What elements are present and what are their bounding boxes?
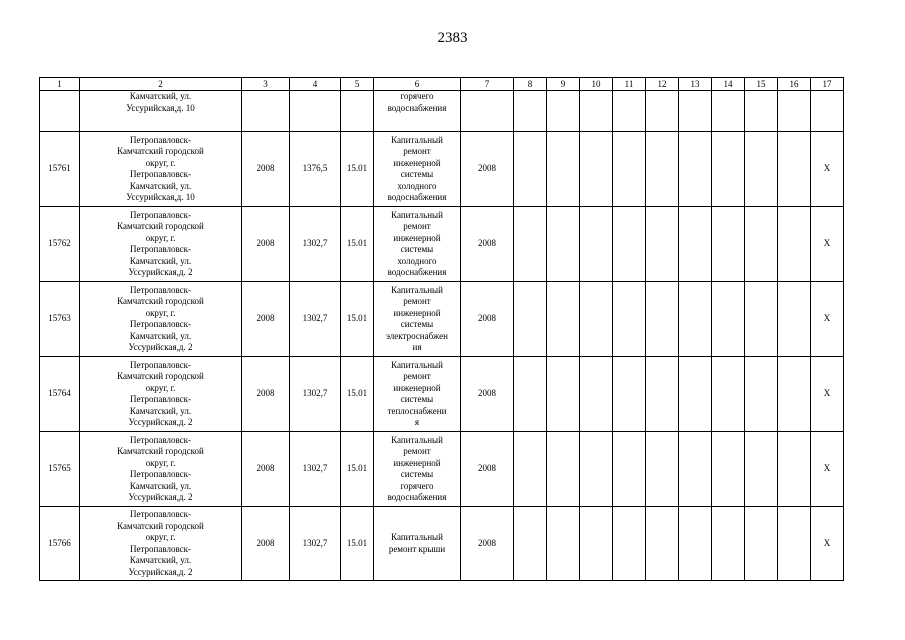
cell-id: 15766 <box>40 507 80 581</box>
cell-empty <box>514 207 547 282</box>
cell-work: Капитальный ремонт инженерной системы холодного водоснабжения <box>374 207 461 282</box>
column-number-row <box>40 78 844 91</box>
cell-empty <box>745 432 778 507</box>
cell-empty <box>580 507 613 581</box>
cell-year: 2008 <box>242 357 290 432</box>
cell-year-2: 2008 <box>461 207 514 282</box>
cell-year: 2008 <box>242 207 290 282</box>
cell-empty <box>811 91 844 132</box>
cell-empty <box>613 282 646 357</box>
cell-code: 15.01 <box>341 207 374 282</box>
cell-area <box>290 91 341 132</box>
column-number-header: 5 <box>341 78 374 91</box>
cell-address: Петропавловск- Камчатский городской округ, г. Петропавловск- Камчатский, ул. Уссурийская,д. 2 <box>80 207 242 282</box>
column-number-header: 1 <box>40 78 80 91</box>
cell-empty <box>679 507 712 581</box>
cell-empty <box>679 132 712 207</box>
cell-mark: Х <box>811 357 844 432</box>
cell-empty <box>712 357 745 432</box>
cell-mark: Х <box>811 207 844 282</box>
column-number-header: 13 <box>679 78 712 91</box>
cell-empty <box>461 91 514 132</box>
cell-area: 1376,5 <box>290 132 341 207</box>
cell-empty <box>679 357 712 432</box>
cell-empty <box>547 357 580 432</box>
cell-empty <box>613 432 646 507</box>
cell-empty <box>613 132 646 207</box>
cell-year: 2008 <box>242 132 290 207</box>
cell-id: 15765 <box>40 432 80 507</box>
cell-mark: Х <box>811 282 844 357</box>
cell-empty <box>580 132 613 207</box>
cell-empty <box>580 282 613 357</box>
table-row <box>40 507 844 581</box>
cell-empty <box>778 91 811 132</box>
cell-empty <box>514 282 547 357</box>
cell-area: 1302,7 <box>290 432 341 507</box>
cell-empty <box>514 507 547 581</box>
page-number: 2383 <box>437 30 468 46</box>
table-row <box>40 132 844 207</box>
cell-mark: Х <box>811 432 844 507</box>
cell-empty <box>613 507 646 581</box>
register-table <box>39 77 844 581</box>
cell-empty <box>778 432 811 507</box>
column-number-header: 7 <box>461 78 514 91</box>
cell-empty <box>745 132 778 207</box>
cell-empty <box>547 432 580 507</box>
cell-empty <box>745 282 778 357</box>
cell-empty <box>547 282 580 357</box>
cell-empty <box>646 432 679 507</box>
cell-empty <box>778 207 811 282</box>
table-row <box>40 207 844 282</box>
cell-work: Капитальный ремонт инженерной системы электроснабжен ия <box>374 282 461 357</box>
cell-area: 1302,7 <box>290 207 341 282</box>
cell-empty <box>613 91 646 132</box>
cell-empty <box>745 357 778 432</box>
cell-empty <box>613 357 646 432</box>
cell-empty <box>646 357 679 432</box>
cell-empty <box>712 507 745 581</box>
column-number-header: 15 <box>745 78 778 91</box>
cell-empty <box>679 432 712 507</box>
column-number-header: 14 <box>712 78 745 91</box>
cell-mark: Х <box>811 507 844 581</box>
cell-empty <box>547 507 580 581</box>
cell-empty <box>514 432 547 507</box>
cell-empty <box>646 132 679 207</box>
cell-address: Петропавловск- Камчатский городской округ, г. Петропавловск- Камчатский, ул. Уссурийская,д. 2 <box>80 357 242 432</box>
cell-work: Капитальный ремонт инженерной системы теплоснабжени я <box>374 357 461 432</box>
cell-empty <box>646 91 679 132</box>
cell-year: 2008 <box>242 432 290 507</box>
cell-year-2: 2008 <box>461 282 514 357</box>
cell-empty <box>745 91 778 132</box>
cell-work: Капитальный ремонт крыши <box>374 507 461 581</box>
cell-empty <box>745 207 778 282</box>
cell-empty <box>547 132 580 207</box>
cell-empty <box>712 282 745 357</box>
cell-work: горячего водоснабжения <box>374 91 461 132</box>
cell-empty <box>580 357 613 432</box>
cell-empty <box>712 207 745 282</box>
cell-empty <box>712 91 745 132</box>
cell-address: Камчатский, ул. Уссурийская,д. 10 <box>80 91 242 132</box>
cell-empty <box>679 282 712 357</box>
cell-work: Капитальный ремонт инженерной системы горячего водоснабжения <box>374 432 461 507</box>
cell-empty <box>547 91 580 132</box>
cell-empty <box>712 432 745 507</box>
cell-empty <box>613 207 646 282</box>
column-number-header: 12 <box>646 78 679 91</box>
cell-empty <box>514 132 547 207</box>
table-row <box>40 357 844 432</box>
column-number-header: 8 <box>514 78 547 91</box>
cell-empty <box>778 132 811 207</box>
column-number-header: 11 <box>613 78 646 91</box>
continuation-row <box>40 91 844 132</box>
cell-id: 15764 <box>40 357 80 432</box>
table-row <box>40 282 844 357</box>
cell-empty <box>778 357 811 432</box>
cell-empty <box>646 282 679 357</box>
cell-code: 15.01 <box>341 507 374 581</box>
cell-year: 2008 <box>242 282 290 357</box>
cell-id: 15763 <box>40 282 80 357</box>
cell-empty <box>514 91 547 132</box>
column-number-header: 10 <box>580 78 613 91</box>
cell-code: 15.01 <box>341 132 374 207</box>
cell-code <box>341 91 374 132</box>
cell-empty <box>580 91 613 132</box>
cell-address: Петропавловск- Камчатский городской округ, г. Петропавловск- Камчатский, ул. Уссурийская,д. 10 <box>80 132 242 207</box>
cell-empty <box>514 357 547 432</box>
cell-area: 1302,7 <box>290 357 341 432</box>
cell-work: Капитальный ремонт инженерной системы холодного водоснабжения <box>374 132 461 207</box>
column-number-header: 17 <box>811 78 844 91</box>
table-body <box>40 78 844 581</box>
cell-empty <box>646 507 679 581</box>
table-row <box>40 432 844 507</box>
cell-empty <box>778 282 811 357</box>
cell-empty <box>679 91 712 132</box>
cell-code: 15.01 <box>341 282 374 357</box>
cell-year-2: 2008 <box>461 357 514 432</box>
column-number-header: 4 <box>290 78 341 91</box>
cell-id <box>40 91 80 132</box>
cell-address: Петропавловск- Камчатский городской округ, г. Петропавловск- Камчатский, ул. Уссурийская,д. 2 <box>80 507 242 581</box>
cell-empty <box>580 432 613 507</box>
cell-area: 1302,7 <box>290 507 341 581</box>
column-number-header: 3 <box>242 78 290 91</box>
cell-year-2: 2008 <box>461 507 514 581</box>
cell-id: 15762 <box>40 207 80 282</box>
cell-year-2: 2008 <box>461 132 514 207</box>
cell-empty <box>646 207 679 282</box>
cell-empty <box>712 132 745 207</box>
cell-empty <box>547 207 580 282</box>
cell-id: 15761 <box>40 132 80 207</box>
cell-empty <box>580 207 613 282</box>
cell-empty <box>679 207 712 282</box>
column-number-header: 9 <box>547 78 580 91</box>
cell-code: 15.01 <box>341 357 374 432</box>
cell-address: Петропавловск- Камчатский городской округ, г. Петропавловск- Камчатский, ул. Уссурийская,д. 2 <box>80 432 242 507</box>
column-number-header: 2 <box>80 78 242 91</box>
cell-year-2: 2008 <box>461 432 514 507</box>
cell-year <box>242 91 290 132</box>
cell-mark: Х <box>811 132 844 207</box>
cell-empty <box>745 507 778 581</box>
cell-year: 2008 <box>242 507 290 581</box>
cell-empty <box>778 507 811 581</box>
cell-address: Петропавловск- Камчатский городской округ, г. Петропавловск- Камчатский, ул. Уссурийская,д. 2 <box>80 282 242 357</box>
column-number-header: 16 <box>778 78 811 91</box>
cell-area: 1302,7 <box>290 282 341 357</box>
column-number-header: 6 <box>374 78 461 91</box>
cell-code: 15.01 <box>341 432 374 507</box>
